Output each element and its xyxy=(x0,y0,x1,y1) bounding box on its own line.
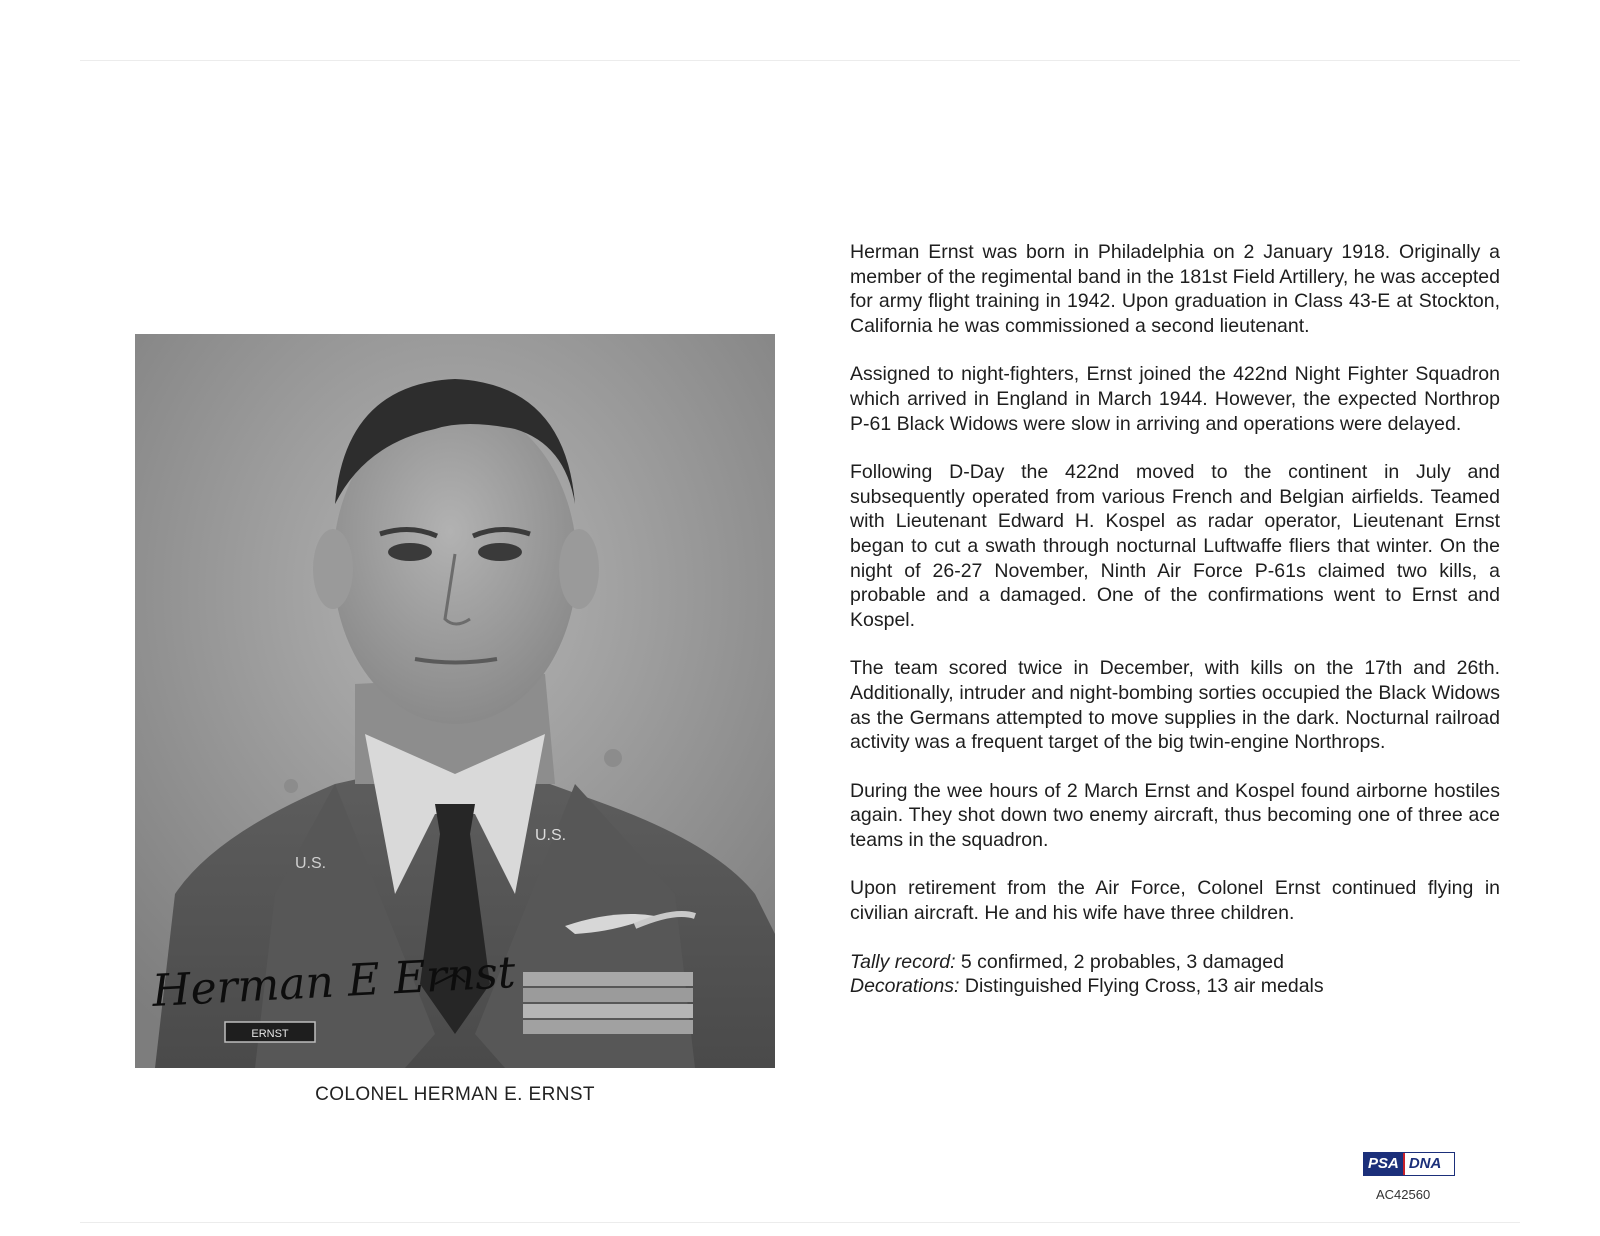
collar-insignia-right: U.S. xyxy=(535,827,567,844)
decorations-line xyxy=(850,974,1500,999)
decorations-label: Decorations: xyxy=(850,975,960,998)
decorations-value: Distinguished Flying Cross, 13 air medals xyxy=(964,975,1324,998)
service-stats xyxy=(850,950,1500,999)
biography-text xyxy=(850,240,1500,999)
bio-paragraph: Following D-Day the 422nd moved to the continent in July and subsequently operated from various French and Belgian airfields. Teamed with Lieutenant Edward H. Kospel as radar operator, Lieutenant Ernst began to cut a swath through nocturnal Luftwaffe fliers that winter. On the night of 26-27 November, Ninth Air Force P-61s claimed two kills, a probable and a damaged. One of the confirmations went to Ernst and Kospel. xyxy=(850,461,1500,631)
bio-paragraph: Herman Ernst was born in Philadelphia on 2 January 1918. Originally a member of the regimental band in the 181st Field Artillery, he was accepted for army flight training in 1942. Upon graduation in Class 43-E at Stockton, California he was commissioned a second lieutenant. xyxy=(850,241,1500,337)
photo-caption: COLONEL HERMAN E. ERNST xyxy=(315,1084,595,1105)
bio-paragraph: Assigned to night-fighters, Ernst joined the 422nd Night Fighter Squadron which arrived in England in March 1944. However, the expected Northrop P-61 Black Widows were slow in arriving and operations were delayed. xyxy=(850,363,1500,435)
autograph-signature: Herman E Ernst xyxy=(150,947,517,1017)
bio-paragraph: The team scored twice in December, with kills on the 17th and 26th. Additionally, intruder and night-bombing sorties occupied the Black Widows as the Germans attempted to move supplies in the dark. Nocturnal railroad activity was a frequent target of the big twin-engine Northrops. xyxy=(850,657,1500,754)
tally-record-value: 5 confirmed, 2 probables, 3 damaged xyxy=(960,950,1284,973)
top-border-rule xyxy=(80,60,1520,61)
bio-paragraph: During the wee hours of 2 March Ernst and Kospel found airborne hostiles again. They shot down two enemy aircraft, thus becoming one of three ace teams in the squadron. xyxy=(850,779,1500,851)
tally-record-label: Tally record: xyxy=(850,950,956,973)
dna-logo-text: DNA xyxy=(1403,1153,1446,1175)
collar-insignia-left: U.S. xyxy=(295,855,327,872)
psa-dna-logo xyxy=(1363,1152,1455,1176)
bottom-border-rule xyxy=(80,1222,1520,1223)
name-tag: ERNST xyxy=(251,1028,289,1040)
psa-logo-text: PSA xyxy=(1364,1153,1403,1175)
bio-paragraph: Upon retirement from the Air Force, Colonel Ernst continued flying in civilian aircraft. He and his wife have three children. xyxy=(850,877,1500,925)
portrait-photo xyxy=(135,334,775,1068)
certification-number: AC42560 xyxy=(1376,1187,1431,1202)
tally-record-line xyxy=(850,950,1500,975)
